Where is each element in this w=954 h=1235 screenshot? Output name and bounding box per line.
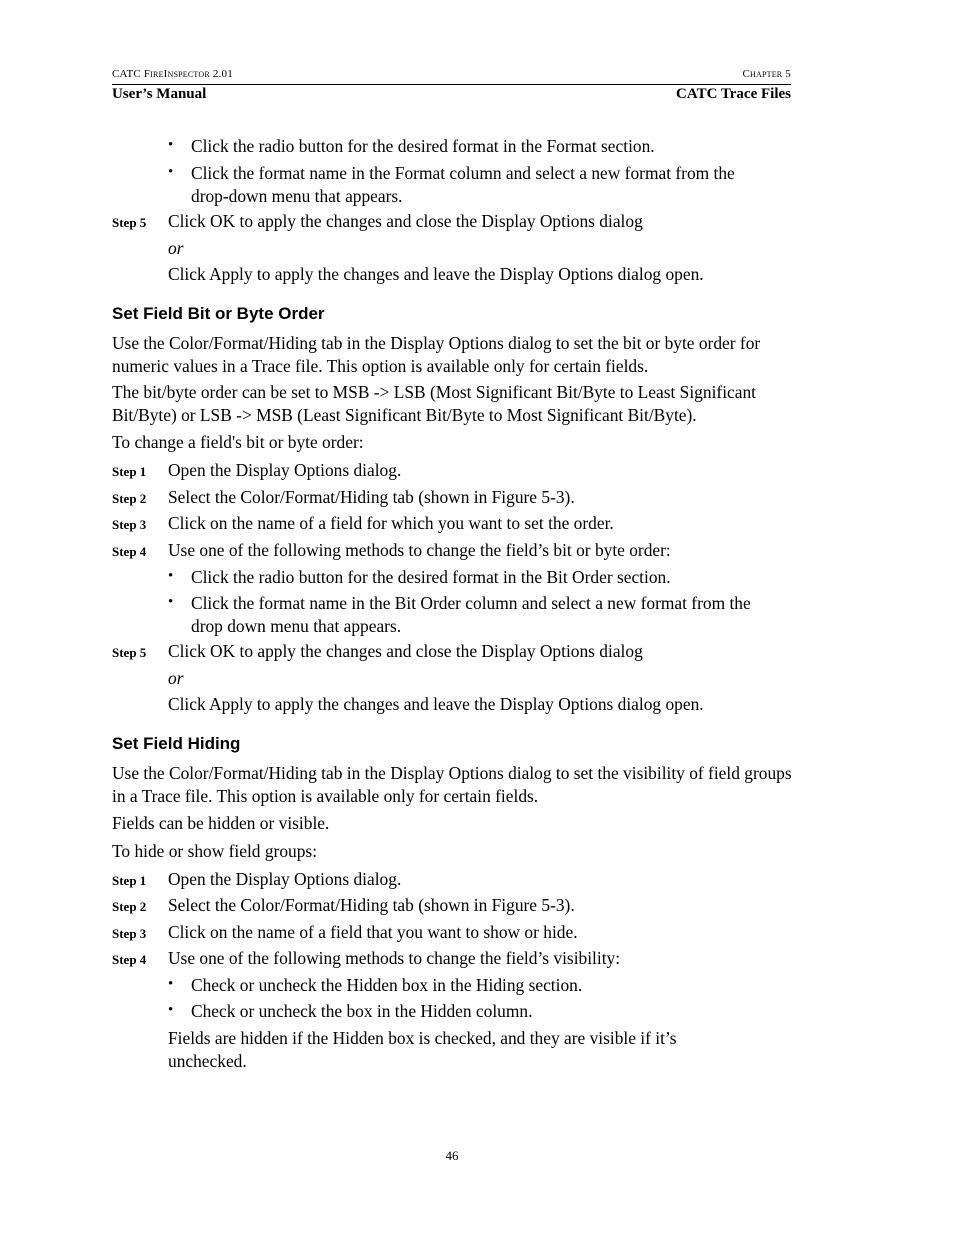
step-label: Step 2 <box>112 899 147 914</box>
header-section: CATC Trace Files <box>676 86 791 102</box>
note-text: Fields are hidden if the Hidden box is checked, and they are visible if it’s unchecked. <box>168 1028 677 1071</box>
bullet-text: Click the format name in the Bit Order column and select a new format from the drop down menu that appears. <box>191 593 751 636</box>
bullet-text: Click the radio button for the desired format in the Format section. <box>191 136 655 156</box>
bullet-icon: • <box>168 1002 174 1018</box>
header-manual: User’s Manual <box>112 86 207 102</box>
section-heading: Set Field Hiding <box>112 734 241 753</box>
header-chapter: Chapter 5 <box>742 68 791 80</box>
paragraph: The bit/byte order can be set to MSB -> LSB (Most Significant Bit/Byte to Least Significant Bit/Byte) or LSB -> MSB (Least Significant Bit/Byte to Most Significant Bit/Byte). <box>112 382 756 425</box>
step-label: Step 4 <box>112 952 147 967</box>
section-heading: Set Field Bit or Byte Order <box>112 304 325 323</box>
bullet-icon: • <box>168 594 174 610</box>
step-label: Step 2 <box>112 491 147 506</box>
step-label: Step 5 <box>112 215 147 230</box>
apply-text: Click Apply to apply the changes and leave the Display Options dialog open. <box>168 264 704 284</box>
step-text: Select the Color/Format/Hiding tab (shown in Figure 5-3). <box>168 487 575 507</box>
step-text: Click on the name of a field that you want to show or hide. <box>168 922 578 942</box>
step-label: Step 3 <box>112 926 147 941</box>
bullet-text: Check or uncheck the box in the Hidden column. <box>191 1001 533 1021</box>
step-text: Click OK to apply the changes and close the Display Options dialog <box>168 211 643 231</box>
bullet-text: Click the radio button for the desired format in the Bit Order section. <box>191 567 671 587</box>
apply-text: Click Apply to apply the changes and leave the Display Options dialog open. <box>168 694 704 714</box>
header-product: CATC FireInspector 2.01 <box>112 68 233 80</box>
step-label: Step 3 <box>112 517 147 532</box>
paragraph: To change a field's bit or byte order: <box>112 432 364 452</box>
bullet-icon: • <box>168 976 174 992</box>
step-label: Step 4 <box>112 544 147 559</box>
step-text: Click on the name of a field for which you want to set the order. <box>168 513 614 533</box>
paragraph: Use the Color/Format/Hiding tab in the Display Options dialog to set the visibility of field groups in a Trace file. This option is available only for certain fields. <box>112 763 792 806</box>
step-label: Step 1 <box>112 464 147 479</box>
bullet-icon: • <box>168 568 174 584</box>
step-text: Open the Display Options dialog. <box>168 460 402 480</box>
step-text: Use one of the following methods to change the field’s bit or byte order: <box>168 540 671 560</box>
or-text: or <box>168 238 184 258</box>
step-label: Step 1 <box>112 873 147 888</box>
paragraph: Fields can be hidden or visible. <box>112 813 330 833</box>
step-text: Click OK to apply the changes and close the Display Options dialog <box>168 641 643 661</box>
bullet-icon: • <box>168 164 174 180</box>
paragraph: To hide or show field groups: <box>112 841 318 861</box>
page-number: 46 <box>445 1148 459 1163</box>
header-rule <box>112 84 791 85</box>
bullet-text: Check or uncheck the Hidden box in the Hiding section. <box>191 975 583 995</box>
step-text: Open the Display Options dialog. <box>168 869 402 889</box>
paragraph: Use the Color/Format/Hiding tab in the Display Options dialog to set the bit or byte order for numeric values in a Trace file. This option is available only for certain fields. <box>112 333 761 376</box>
step-label: Step 5 <box>112 645 147 660</box>
or-text: or <box>168 668 184 688</box>
step-text: Select the Color/Format/Hiding tab (shown in Figure 5-3). <box>168 895 575 915</box>
step-text: Use one of the following methods to change the field’s visibility: <box>168 948 621 968</box>
bullet-text: Click the format name in the Format column and select a new format from the drop-down menu that appears. <box>191 163 735 206</box>
bullet-icon: • <box>168 137 174 153</box>
